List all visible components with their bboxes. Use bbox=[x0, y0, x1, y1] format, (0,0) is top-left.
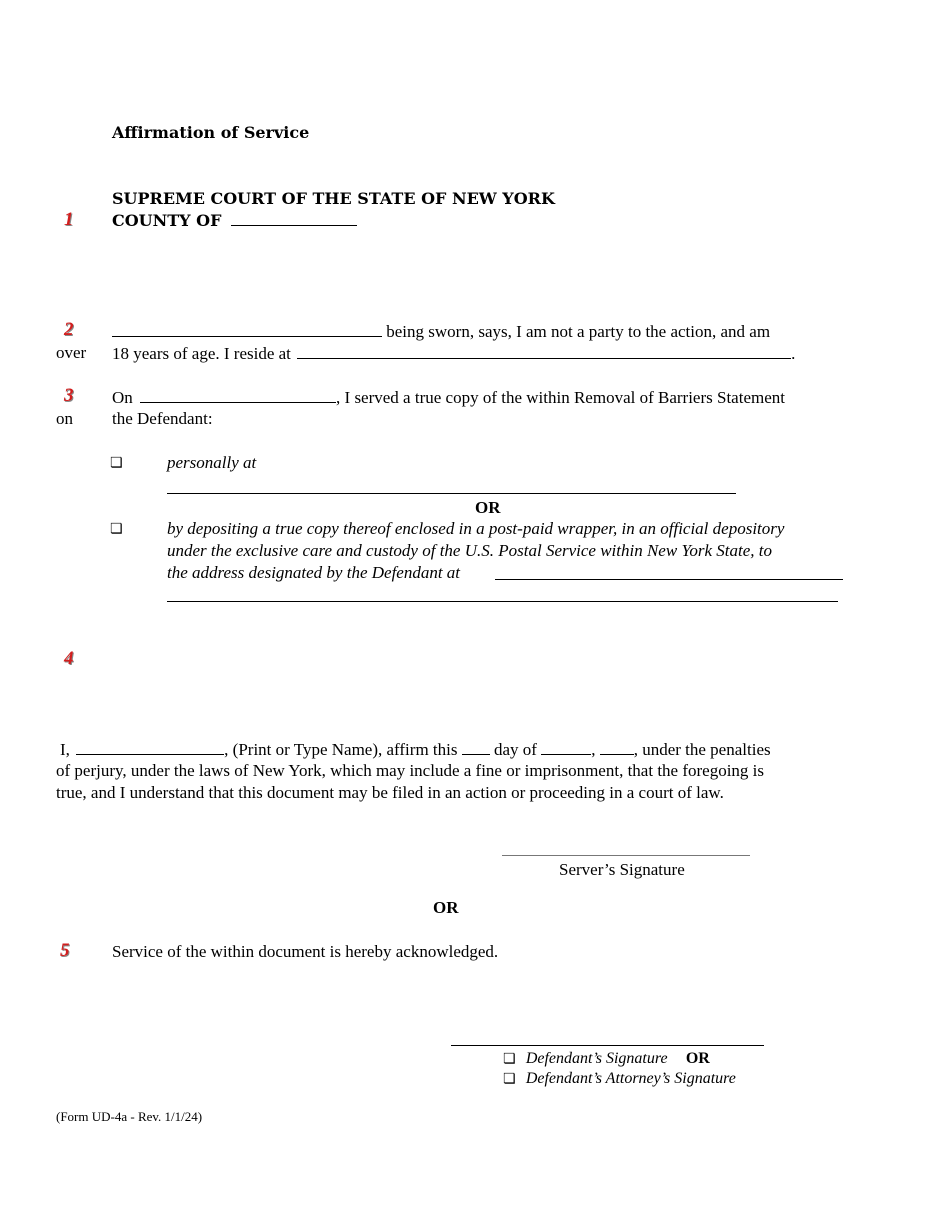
county-label: COUNTY OF bbox=[112, 211, 222, 230]
form-identifier: (Form UD-4a - Rev. 1/1/24) bbox=[56, 1109, 203, 1124]
step-marker-1: 1 bbox=[64, 209, 74, 230]
sworn-text: being sworn, says, I am not a party to the action, and am bbox=[386, 322, 771, 341]
day-of-label: day of bbox=[493, 740, 537, 759]
year-blank[interactable] bbox=[600, 738, 634, 755]
mail-address-blank-2[interactable] bbox=[167, 601, 838, 602]
acknowledgment-text: Service of the within document is hereby acknowledged. bbox=[112, 942, 499, 961]
step-marker-3: 3 bbox=[64, 385, 74, 406]
defendant-signature-label: Defendant’s Signature bbox=[525, 1050, 668, 1067]
defendant-signature-checkbox[interactable]: ❏ bbox=[503, 1051, 516, 1067]
step-marker-2: 2 bbox=[64, 319, 74, 340]
print-name-blank[interactable] bbox=[76, 738, 224, 755]
attorney-signature-label: Defendant’s Attorney’s Signature bbox=[525, 1070, 736, 1087]
step-marker-5: 5 bbox=[60, 940, 70, 961]
reside-text: 18 years of age. I reside at bbox=[112, 344, 291, 363]
on-label: On bbox=[112, 388, 133, 407]
or-separator-2: OR bbox=[433, 898, 459, 917]
county-blank[interactable] bbox=[231, 209, 357, 226]
affirm-text-1: , (Print or Type Name), affirm this bbox=[224, 740, 458, 759]
attorney-signature-checkbox[interactable]: ❏ bbox=[503, 1071, 516, 1087]
attorney-signature-option bbox=[503, 1068, 736, 1089]
sworn-line bbox=[112, 320, 770, 343]
month-blank[interactable] bbox=[541, 738, 591, 755]
server-name-blank[interactable] bbox=[112, 320, 382, 337]
affirm-text-2: , under the penalties bbox=[633, 740, 771, 759]
or-separator-1: OR bbox=[475, 498, 501, 517]
affirm-line2: of perjury, under the laws of New York, which may include a fine or imprisonment, that the foregoing is bbox=[56, 761, 765, 780]
personally-label: personally at bbox=[167, 453, 257, 472]
affirm-comma: , bbox=[591, 740, 596, 759]
mail-option-line2: under the exclusive care and custody of the U.S. Postal Service within New York State, to bbox=[167, 541, 772, 560]
service-date-blank[interactable] bbox=[140, 386, 336, 403]
mail-option-line3: the address designated by the Defendant at bbox=[167, 563, 461, 582]
document-title: Affirmation of Service bbox=[112, 123, 310, 142]
mail-option-line1: by depositing a true copy thereof enclosed in a post-paid wrapper, in an official depository bbox=[167, 519, 785, 538]
or-separator-3: OR bbox=[685, 1050, 710, 1067]
defendant-signature-option bbox=[503, 1048, 710, 1069]
reside-period: . bbox=[791, 344, 796, 363]
step-marker-4: 4 bbox=[64, 648, 74, 669]
over-label: over bbox=[56, 343, 87, 362]
mail-checkbox[interactable]: ❏ bbox=[110, 521, 123, 537]
server-signature-label: Server’s Signature bbox=[559, 860, 685, 879]
day-blank[interactable] bbox=[462, 738, 490, 755]
served-text: , I served a true copy of the within Removal of Barriers Statement bbox=[336, 388, 785, 407]
defendant-signature-line[interactable] bbox=[451, 1045, 764, 1046]
personal-address-blank[interactable] bbox=[167, 493, 736, 494]
residence-blank[interactable] bbox=[297, 342, 791, 359]
on-label-2: on bbox=[56, 409, 73, 428]
defendant-label: the Defendant: bbox=[112, 409, 213, 428]
county-line bbox=[112, 209, 357, 232]
served-line bbox=[112, 386, 785, 409]
personally-checkbox[interactable]: ❏ bbox=[110, 455, 123, 471]
affirm-line1 bbox=[60, 738, 771, 761]
mail-address-blank-1[interactable] bbox=[495, 579, 843, 580]
court-name: SUPREME COURT OF THE STATE OF NEW YORK bbox=[112, 189, 555, 208]
affirm-i-label: I, bbox=[60, 740, 70, 759]
affirm-line3: true, and I understand that this document may be filed in an action or proceeding in a court of law. bbox=[56, 783, 724, 802]
reside-line bbox=[112, 342, 795, 365]
server-signature-line[interactable] bbox=[502, 855, 750, 856]
